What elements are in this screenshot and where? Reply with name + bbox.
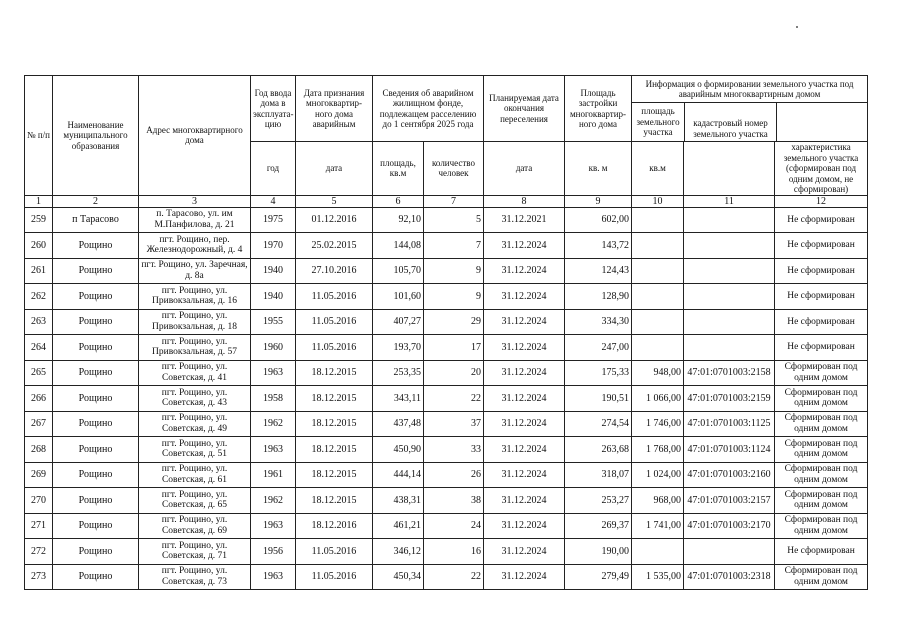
header-sub-year: год <box>251 142 296 196</box>
land-status-cell: Сформирован под одним домом <box>775 437 868 463</box>
built-area-cell: 190,51 <box>565 386 632 412</box>
recognition-date-cell: 18.12.2015 <box>296 411 373 437</box>
built-area-cell: 602,00 <box>565 207 632 233</box>
row-number: 262 <box>25 284 53 310</box>
recognition-date-cell: 18.12.2015 <box>296 360 373 386</box>
planned-end-cell: 31.12.2024 <box>484 513 565 539</box>
header-num: № п/п <box>25 76 53 196</box>
header-land-char-spacer <box>777 103 867 141</box>
municipality-cell: Рощино <box>53 360 139 386</box>
land-area-cell <box>632 284 684 310</box>
row-number: 263 <box>25 309 53 335</box>
municipality-cell: Рощино <box>53 564 139 590</box>
planned-end-cell: 31.12.2024 <box>484 488 565 514</box>
header-row-1 <box>25 76 868 142</box>
cadastral-cell: 47:01:0701003:2318 <box>684 564 775 590</box>
column-number: 7 <box>424 195 484 207</box>
area-cell: 346,12 <box>373 539 424 565</box>
address-cell: п. Тарасово, ул. им М.Панфилова, д. 21 <box>139 207 251 233</box>
header-year-commissioned: Год ввода дома в эксплуата-цию <box>251 76 296 142</box>
land-status-cell: Не сформирован <box>775 335 868 361</box>
header-sub-kvm2: кв.м <box>632 142 684 196</box>
land-area-cell: 1 746,00 <box>632 411 684 437</box>
built-area-cell: 124,43 <box>565 258 632 284</box>
address-cell: пгт. Рощино, ул. Советская, д. 49 <box>139 411 251 437</box>
people-cell: 7 <box>424 233 484 259</box>
planned-end-cell: 31.12.2024 <box>484 564 565 590</box>
row-number: 264 <box>25 335 53 361</box>
municipality-cell: Рощино <box>53 309 139 335</box>
municipality-cell: Рощино <box>53 437 139 463</box>
address-cell: пгт. Рощино, ул. Привокзальная, д. 16 <box>139 284 251 310</box>
area-cell: 450,34 <box>373 564 424 590</box>
column-number: 6 <box>373 195 424 207</box>
table-row <box>25 360 868 386</box>
planned-end-cell: 31.12.2021 <box>484 207 565 233</box>
planned-end-cell: 31.12.2024 <box>484 386 565 412</box>
built-area-cell: 143,72 <box>565 233 632 259</box>
header-built-area: Площадь застройки многоквартир-ного дома <box>565 76 632 142</box>
land-status-cell: Не сформирован <box>775 539 868 565</box>
area-cell: 101,60 <box>373 284 424 310</box>
municipality-cell: Рощино <box>53 233 139 259</box>
address-cell: пгт. Рощино, ул. Заречная, д. 8а <box>139 258 251 284</box>
row-number: 267 <box>25 411 53 437</box>
land-status-cell: Сформирован под одним домом <box>775 360 868 386</box>
land-status-cell: Не сформирован <box>775 284 868 310</box>
header-address: Адрес многоквартирного дома <box>139 76 251 196</box>
area-cell: 444,14 <box>373 462 424 488</box>
land-area-cell <box>632 258 684 284</box>
year-cell: 1963 <box>251 564 296 590</box>
address-cell: пгт. Рощино, ул. Советская, д. 61 <box>139 462 251 488</box>
table-row <box>25 335 868 361</box>
address-cell: пгт. Рощино, ул. Привокзальная, д. 18 <box>139 309 251 335</box>
cadastral-cell: 47:01:0701003:2158 <box>684 360 775 386</box>
cadastral-cell <box>684 539 775 565</box>
planned-end-cell: 31.12.2024 <box>484 284 565 310</box>
area-cell: 343,11 <box>373 386 424 412</box>
row-number: 260 <box>25 233 53 259</box>
address-cell: пгт. Рощино, ул. Советская, д. 69 <box>139 513 251 539</box>
planned-end-cell: 31.12.2024 <box>484 437 565 463</box>
land-area-cell: 1 741,00 <box>632 513 684 539</box>
address-cell: пгт. Рощино, пер. Железнодорожный, д. 4 <box>139 233 251 259</box>
land-status-cell: Не сформирован <box>775 309 868 335</box>
recognition-date-cell: 18.12.2015 <box>296 386 373 412</box>
land-status-cell: Сформирован под одним домом <box>775 462 868 488</box>
built-area-cell: 269,37 <box>565 513 632 539</box>
recognition-date-cell: 18.12.2015 <box>296 437 373 463</box>
cadastral-cell: 47:01:0701003:2170 <box>684 513 775 539</box>
area-cell: 105,70 <box>373 258 424 284</box>
municipality-cell: п Тарасово <box>53 207 139 233</box>
recognition-date-cell: 11.05.2016 <box>296 539 373 565</box>
planned-end-cell: 31.12.2024 <box>484 335 565 361</box>
land-area-cell <box>632 207 684 233</box>
land-status-cell: Не сформирован <box>775 258 868 284</box>
year-cell: 1960 <box>251 335 296 361</box>
area-cell: 144,08 <box>373 233 424 259</box>
built-area-cell: 279,49 <box>565 564 632 590</box>
people-cell: 37 <box>424 411 484 437</box>
municipality-cell: Рощино <box>53 284 139 310</box>
municipality-cell: Рощино <box>53 386 139 412</box>
people-cell: 22 <box>424 386 484 412</box>
header-planned-end: Планируемая дата окончания переселения <box>484 76 565 142</box>
row-number: 273 <box>25 564 53 590</box>
emergency-housing-table <box>24 75 868 590</box>
people-cell: 16 <box>424 539 484 565</box>
built-area-cell: 253,27 <box>565 488 632 514</box>
header-land-area: площадь земельного участка <box>632 103 685 141</box>
land-status-cell: Не сформирован <box>775 207 868 233</box>
table-row <box>25 488 868 514</box>
row-number: 259 <box>25 207 53 233</box>
column-number: 10 <box>632 195 684 207</box>
header-municipality: Наименование муниципального образования <box>53 76 139 196</box>
built-area-cell: 128,90 <box>565 284 632 310</box>
land-status-cell: Сформирован под одним домом <box>775 411 868 437</box>
table-row <box>25 513 868 539</box>
year-cell: 1961 <box>251 462 296 488</box>
table-row <box>25 539 868 565</box>
table-row <box>25 258 868 284</box>
land-area-cell <box>632 233 684 259</box>
row-number: 266 <box>25 386 53 412</box>
people-cell: 20 <box>424 360 484 386</box>
header-land-info: Информация о формировании земельного участка под аварийным многоквартирным домом <box>632 76 867 103</box>
recognition-date-cell: 11.05.2016 <box>296 564 373 590</box>
column-number: 9 <box>565 195 632 207</box>
planned-end-cell: 31.12.2024 <box>484 462 565 488</box>
cadastral-cell <box>684 207 775 233</box>
cadastral-cell: 47:01:0701003:1125 <box>684 411 775 437</box>
year-cell: 1963 <box>251 513 296 539</box>
area-cell: 461,21 <box>373 513 424 539</box>
people-cell: 29 <box>424 309 484 335</box>
table-row <box>25 437 868 463</box>
land-status-cell: Сформирован под одним домом <box>775 488 868 514</box>
recognition-date-cell: 11.05.2016 <box>296 284 373 310</box>
address-cell: пгт. Рощино, ул. Советская, д. 41 <box>139 360 251 386</box>
header-cad-sub-blank <box>684 142 775 196</box>
cadastral-cell <box>684 258 775 284</box>
recognition-date-cell: 01.12.2016 <box>296 207 373 233</box>
built-area-cell: 175,33 <box>565 360 632 386</box>
address-cell: пгт. Рощино, ул. Советская, д. 73 <box>139 564 251 590</box>
planned-end-cell: 31.12.2024 <box>484 309 565 335</box>
land-area-cell: 1 024,00 <box>632 462 684 488</box>
year-cell: 1962 <box>251 488 296 514</box>
year-cell: 1963 <box>251 360 296 386</box>
year-cell: 1955 <box>251 309 296 335</box>
column-number: 1 <box>25 195 53 207</box>
people-cell: 38 <box>424 488 484 514</box>
people-cell: 24 <box>424 513 484 539</box>
area-cell: 407,27 <box>373 309 424 335</box>
cadastral-cell: 47:01:0701003:1124 <box>684 437 775 463</box>
row-number: 271 <box>25 513 53 539</box>
municipality-cell: Рощино <box>53 513 139 539</box>
year-cell: 1963 <box>251 437 296 463</box>
land-area-cell: 1 535,00 <box>632 564 684 590</box>
land-status-cell: Сформирован под одним домом <box>775 386 868 412</box>
area-cell: 92,10 <box>373 207 424 233</box>
header-date-recognized: Дата признания многоквартир-ного дома аварийным <box>296 76 373 142</box>
people-cell: 22 <box>424 564 484 590</box>
row-number: 270 <box>25 488 53 514</box>
table-row <box>25 284 868 310</box>
table-row <box>25 411 868 437</box>
address-cell: пгт. Рощино, ул. Советская, д. 65 <box>139 488 251 514</box>
table-row <box>25 309 868 335</box>
header-cadastral: кадастровый номер земельного участка <box>685 103 777 141</box>
area-cell: 437,48 <box>373 411 424 437</box>
built-area-cell: 263,68 <box>565 437 632 463</box>
land-status-cell: Сформирован под одним домом <box>775 564 868 590</box>
recognition-date-cell: 18.12.2016 <box>296 513 373 539</box>
planned-end-cell: 31.12.2024 <box>484 411 565 437</box>
scan-speck <box>796 26 798 28</box>
land-area-cell: 1 768,00 <box>632 437 684 463</box>
municipality-cell: Рощино <box>53 335 139 361</box>
address-cell: пгт. Рощино, ул. Советская, д. 71 <box>139 539 251 565</box>
recognition-date-cell: 18.12.2015 <box>296 488 373 514</box>
cadastral-cell: 47:01:0701003:2157 <box>684 488 775 514</box>
municipality-cell: Рощино <box>53 411 139 437</box>
table-row <box>25 386 868 412</box>
cadastral-cell: 47:01:0701003:2160 <box>684 462 775 488</box>
area-cell: 193,70 <box>373 335 424 361</box>
land-area-cell: 1 066,00 <box>632 386 684 412</box>
column-number: 3 <box>139 195 251 207</box>
header-sub-kvm: кв. м <box>565 142 632 196</box>
year-cell: 1962 <box>251 411 296 437</box>
row-number: 268 <box>25 437 53 463</box>
people-cell: 26 <box>424 462 484 488</box>
planned-end-cell: 31.12.2024 <box>484 233 565 259</box>
area-cell: 450,90 <box>373 437 424 463</box>
people-cell: 9 <box>424 284 484 310</box>
recognition-date-cell: 18.12.2015 <box>296 462 373 488</box>
table-row <box>25 564 868 590</box>
municipality-cell: Рощино <box>53 539 139 565</box>
column-number: 12 <box>775 195 868 207</box>
recognition-date-cell: 27.10.2016 <box>296 258 373 284</box>
cadastral-cell <box>684 309 775 335</box>
cadastral-cell <box>684 233 775 259</box>
land-area-cell <box>632 309 684 335</box>
address-cell: пгт. Рощино, ул. Советская, д. 51 <box>139 437 251 463</box>
year-cell: 1970 <box>251 233 296 259</box>
land-area-cell: 968,00 <box>632 488 684 514</box>
land-status-cell: Не сформирован <box>775 233 868 259</box>
built-area-cell: 274,54 <box>565 411 632 437</box>
column-number: 11 <box>684 195 775 207</box>
planned-end-cell: 31.12.2024 <box>484 539 565 565</box>
land-area-cell <box>632 335 684 361</box>
row-number: 265 <box>25 360 53 386</box>
area-cell: 438,31 <box>373 488 424 514</box>
header-sub-date: дата <box>296 142 373 196</box>
table-row <box>25 207 868 233</box>
year-cell: 1956 <box>251 539 296 565</box>
built-area-cell: 247,00 <box>565 335 632 361</box>
column-number: 5 <box>296 195 373 207</box>
year-cell: 1940 <box>251 284 296 310</box>
cadastral-cell <box>684 335 775 361</box>
municipality-cell: Рощино <box>53 258 139 284</box>
year-cell: 1940 <box>251 258 296 284</box>
header-sub-date2: дата <box>484 142 565 196</box>
header-emergency-info: Сведения об аварийном жилищном фонде, подлежащем расселению до 1 сентября 2025 года <box>373 76 484 142</box>
row-number: 261 <box>25 258 53 284</box>
column-number: 4 <box>251 195 296 207</box>
address-cell: пгт. Рощино, ул. Привокзальная, д. 57 <box>139 335 251 361</box>
column-number: 2 <box>53 195 139 207</box>
header-land-subcols <box>632 103 867 141</box>
recognition-date-cell: 11.05.2016 <box>296 309 373 335</box>
planned-end-cell: 31.12.2024 <box>484 360 565 386</box>
people-cell: 5 <box>424 207 484 233</box>
column-number-row <box>25 195 868 207</box>
people-cell: 9 <box>424 258 484 284</box>
table-body <box>25 207 868 590</box>
row-number: 269 <box>25 462 53 488</box>
built-area-cell: 190,00 <box>565 539 632 565</box>
municipality-cell: Рощино <box>53 462 139 488</box>
municipality-cell: Рощино <box>53 488 139 514</box>
year-cell: 1975 <box>251 207 296 233</box>
area-cell: 253,35 <box>373 360 424 386</box>
header-land-characteristic: характеристика земельного участка (сформирован под одним домом, не сформирован) <box>775 142 868 196</box>
built-area-cell: 334,30 <box>565 309 632 335</box>
people-cell: 33 <box>424 437 484 463</box>
planned-end-cell: 31.12.2024 <box>484 258 565 284</box>
land-status-cell: Сформирован под одним домом <box>775 513 868 539</box>
land-area-cell <box>632 539 684 565</box>
land-area-cell: 948,00 <box>632 360 684 386</box>
header-land-info-group <box>632 76 868 142</box>
table-row <box>25 462 868 488</box>
built-area-cell: 318,07 <box>565 462 632 488</box>
address-cell: пгт. Рощино, ул. Советская, д. 43 <box>139 386 251 412</box>
header-sub-area: площадь, кв.м <box>373 142 424 196</box>
table-row <box>25 233 868 259</box>
recognition-date-cell: 11.05.2016 <box>296 335 373 361</box>
header-sub-people: количество человек <box>424 142 484 196</box>
cadastral-cell <box>684 284 775 310</box>
cadastral-cell: 47:01:0701003:2159 <box>684 386 775 412</box>
recognition-date-cell: 25.02.2015 <box>296 233 373 259</box>
row-number: 272 <box>25 539 53 565</box>
column-number: 8 <box>484 195 565 207</box>
people-cell: 17 <box>424 335 484 361</box>
year-cell: 1958 <box>251 386 296 412</box>
